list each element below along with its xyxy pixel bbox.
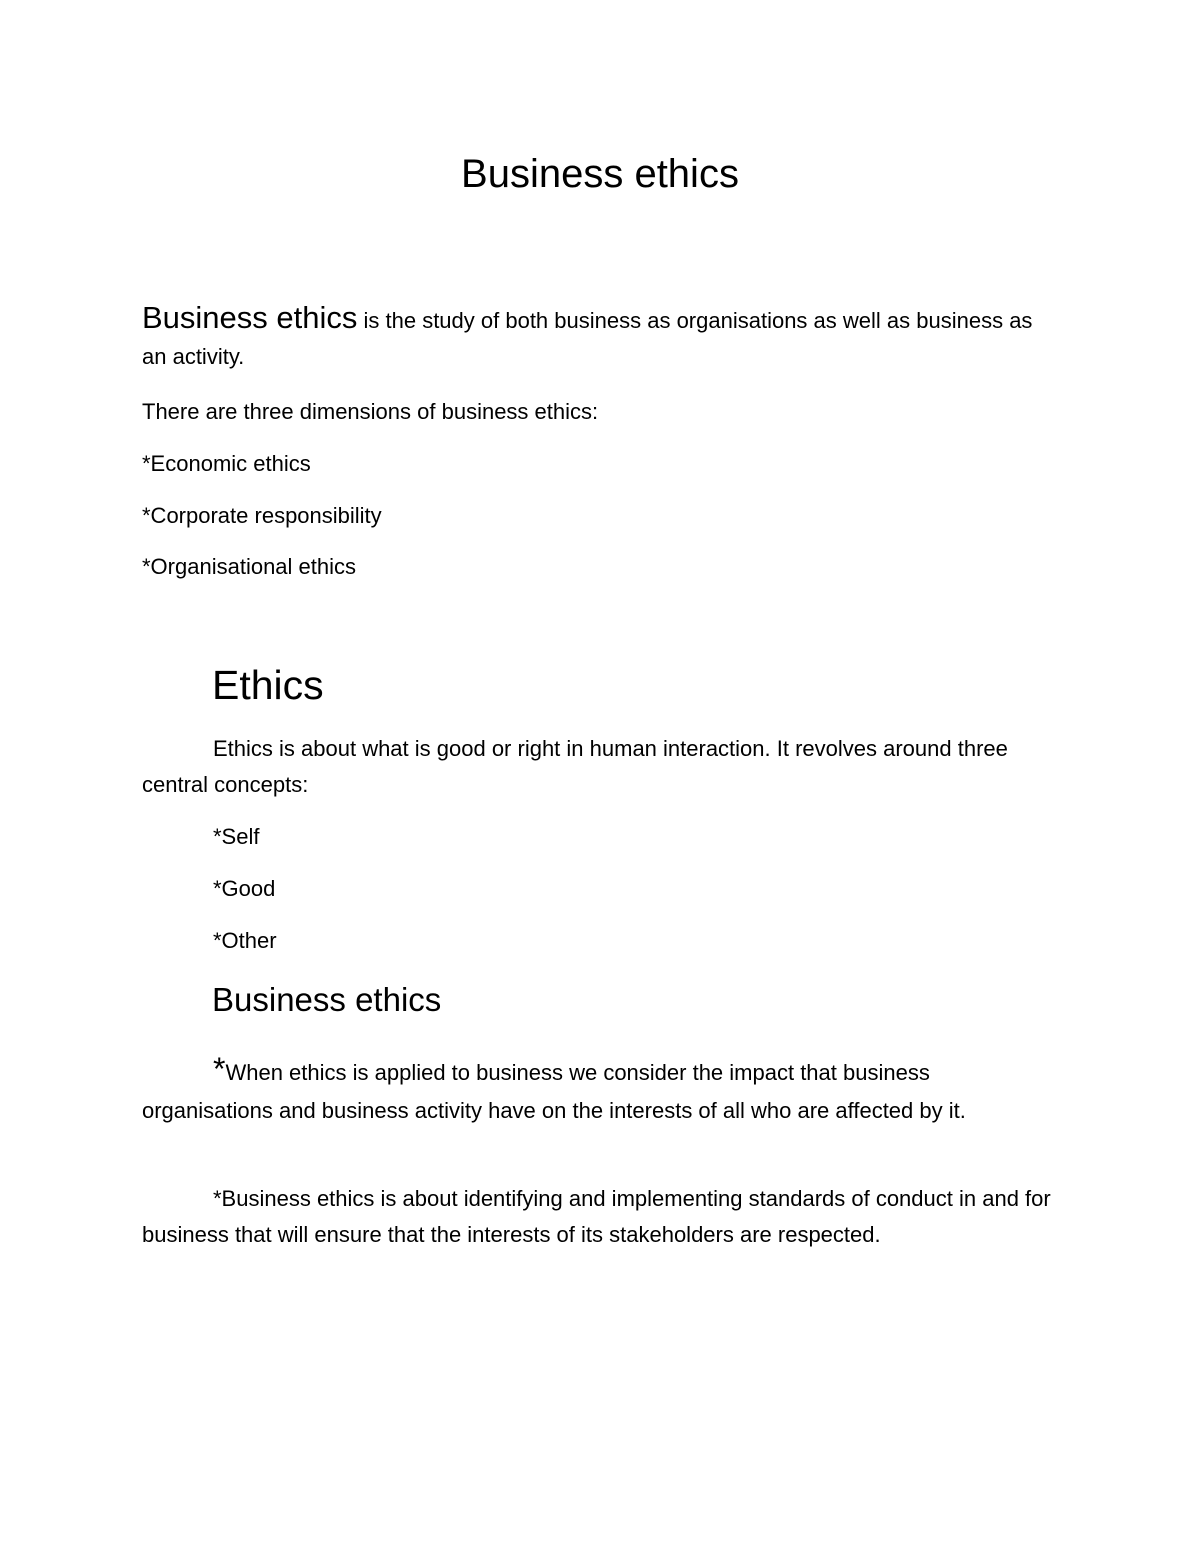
dimensions-intro: There are three dimensions of business ethics: <box>142 399 599 424</box>
business-ethics-heading: Business ethics <box>212 981 442 1018</box>
business-ethics-point-2: *Business ethics is about identifying and implementing standards of conduct in and for business that will ensure that the interests of its stakeholders are respected. <box>142 1186 1051 1247</box>
point-1-text: When ethics is applied to business we consider the impact that business organisations and business activity have on the interests of all who are affected by it. <box>142 1060 966 1123</box>
bullet-star: * <box>213 1051 226 1087</box>
ethics-paragraph: Ethics is about what is good or right in human interaction. It revolves around three central concepts: <box>142 736 1008 797</box>
ethics-heading: Ethics <box>212 662 324 708</box>
intro-paragraph <box>142 300 1062 375</box>
business-ethics-point-1 <box>142 1050 1062 1130</box>
concept-item: *Good <box>213 876 276 901</box>
intro-text: is the study of both business as organisations as well as business as an activity. <box>142 308 1033 369</box>
dimension-item: *Organisational ethics <box>142 554 357 579</box>
intro-lead-term: Business ethics <box>142 300 358 335</box>
document-title: Business ethics <box>461 152 739 196</box>
dimension-item: *Corporate responsibility <box>142 503 382 528</box>
concept-item: *Other <box>213 928 277 953</box>
concept-item: *Self <box>213 824 260 849</box>
dimension-item: *Economic ethics <box>142 451 311 476</box>
